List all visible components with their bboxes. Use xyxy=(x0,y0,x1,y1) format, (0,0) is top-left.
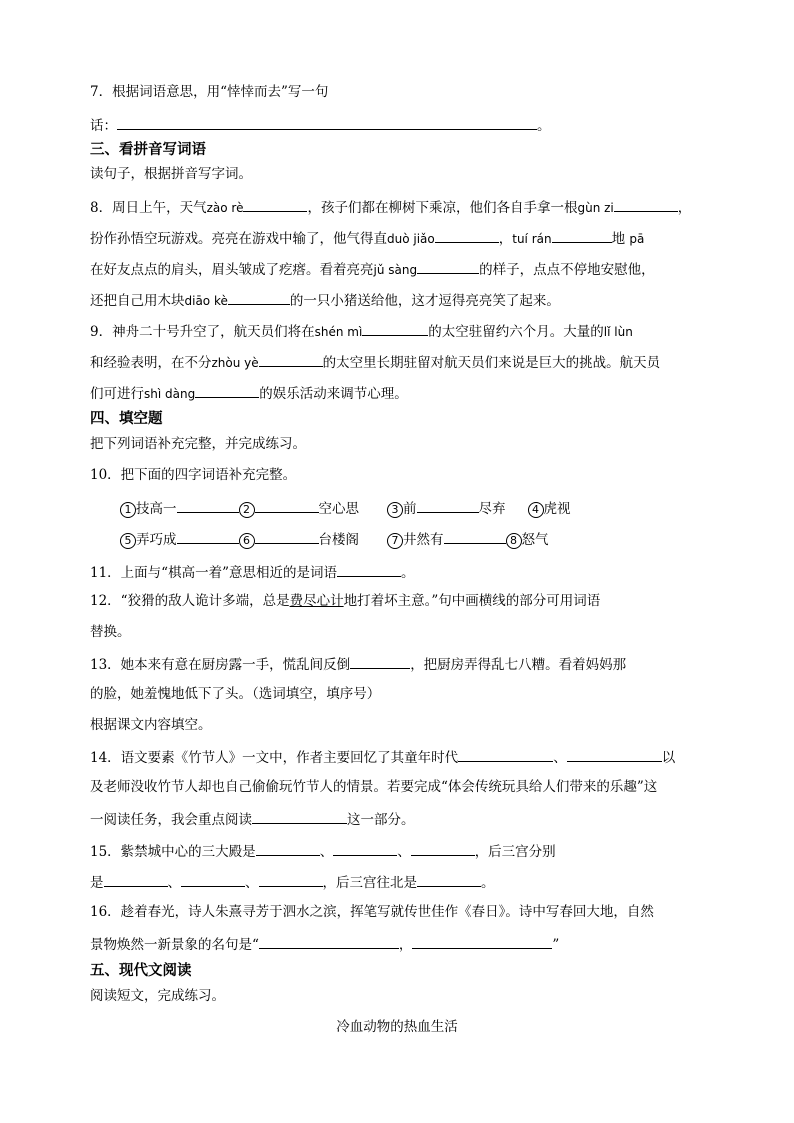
q10-num-8: 8 xyxy=(506,533,522,549)
q8-line2 xyxy=(90,227,644,249)
section3-instruction: 读句子，根据拼音写字词。 xyxy=(90,166,252,182)
q16-text: ” xyxy=(552,937,560,953)
q7-answer-line xyxy=(90,114,551,136)
section4-instruction: 把下列词语补充完整，并完成练习。 xyxy=(90,436,306,452)
q15-blank-1[interactable] xyxy=(256,840,320,856)
q7-prefix: 话： xyxy=(90,118,117,134)
q13-line2: 的脸，她羞愧地低下了头。（选词填空，填序号） xyxy=(90,686,381,702)
q8-text: 地 xyxy=(611,231,626,247)
q10-blank-7[interactable] xyxy=(444,528,506,544)
q7-line1: 7．根据词语意思，用“悻悻而去”写一句 xyxy=(90,84,329,100)
q10-blank-3[interactable] xyxy=(417,497,479,513)
q8-pinyin-diaoke: diāo kè xyxy=(184,294,228,308)
q11-blank[interactable] xyxy=(337,561,401,577)
section5-title: 五、现代文阅读 xyxy=(90,963,192,979)
q7-suffix: 。 xyxy=(537,118,551,134)
q16-blank-1[interactable] xyxy=(259,933,399,949)
q14-line1 xyxy=(90,746,675,768)
q15-sep: 、 xyxy=(245,875,259,891)
q12-text: 12．“狡猾的敌人诡计多端，总是 xyxy=(90,593,290,609)
q14-blank-2[interactable] xyxy=(567,746,662,762)
q9-text: 的太空里长期驻留对航天员们来说是巨大的挑战。航天员 xyxy=(322,355,661,371)
section4-title: 四、填空题 xyxy=(90,411,163,427)
q16-text: 景物焕然一新景象的名句是“ xyxy=(90,937,259,953)
q13-blank[interactable] xyxy=(350,653,410,669)
q15-line1 xyxy=(90,840,556,862)
q10-num-2: 2 xyxy=(239,502,255,518)
q9-text: 9．神舟二十号升空了，航天员们将在 xyxy=(90,324,315,340)
q8-line1 xyxy=(90,196,691,218)
q10-row2 xyxy=(120,528,549,550)
q10-blank-6[interactable] xyxy=(255,528,319,544)
q10-item-text: 弄巧成 xyxy=(136,532,177,548)
q15-text: 15．紫禁城中心的三大殿是 xyxy=(90,844,256,860)
q15-blank-6[interactable] xyxy=(259,871,323,887)
q9-pinyin-shenmi: shén mì xyxy=(314,325,363,339)
q8-blank-1[interactable] xyxy=(243,196,307,212)
q12-text: 地打着坏主意。”句中画横线的部分可用词语 xyxy=(343,593,601,609)
fill-instruction: 根据课文内容填空。 xyxy=(90,717,212,733)
q13-text: 13．她本来有意在厨房露一手，慌乱间反倒 xyxy=(90,657,351,673)
q9-blank-1[interactable] xyxy=(362,320,428,336)
q9-blank-3[interactable] xyxy=(195,382,259,398)
q10-title: 10．把下面的四字词语补充完整。 xyxy=(90,467,297,483)
q10-num-4: 4 xyxy=(528,502,544,518)
q9-text: 的娱乐活动来调节心理。 xyxy=(259,386,408,402)
q10-num-7: 7 xyxy=(387,533,403,549)
q10-item-text: 怒气 xyxy=(521,532,549,548)
q8-line4 xyxy=(90,289,560,311)
q13-line1 xyxy=(90,653,626,675)
q9-line2 xyxy=(90,351,660,373)
q15-blank-2[interactable] xyxy=(333,840,397,856)
q14-blank-1[interactable] xyxy=(458,746,553,762)
q10-num-5: 5 xyxy=(120,533,136,549)
q10-blank-1[interactable] xyxy=(177,497,239,513)
q9-line1 xyxy=(90,320,633,342)
q10-item-text: 空心思 xyxy=(318,501,359,517)
q9-text: 和经验表明，在不分 xyxy=(90,355,212,371)
q15-blank-4[interactable] xyxy=(104,871,168,887)
q14-text: 、 xyxy=(553,750,567,766)
q14-line3 xyxy=(90,808,415,830)
q11-suffix: 。 xyxy=(400,565,415,581)
q9-pinyin-shidang: shì dàng xyxy=(144,387,196,401)
q11-text: 11．上面与“棋高一着”意思相近的是词语 xyxy=(90,565,337,581)
q15-blank-7[interactable] xyxy=(417,871,481,887)
q15-text: ，后三宫分别 xyxy=(474,844,556,860)
section5-instruction: 阅读短文，完成练习。 xyxy=(90,988,225,1004)
q10-item-text: 台楼阁 xyxy=(318,532,359,548)
q8-blank-6[interactable] xyxy=(228,289,290,305)
q10-item-text: 井然有 xyxy=(403,532,444,548)
q10-num-3: 3 xyxy=(387,502,403,518)
q10-item-text: 前 xyxy=(403,501,417,517)
q8-blank-5[interactable] xyxy=(417,258,479,274)
q8-text: 还把自己用木块 xyxy=(90,293,185,309)
q10-blank-5[interactable] xyxy=(177,528,239,544)
q10-row1 xyxy=(120,497,571,519)
q8-text: 8．周日上午，天气 xyxy=(90,200,207,216)
q15-blank-5[interactable] xyxy=(181,871,245,887)
q8-pinyin-gunzi: gùn zi xyxy=(577,201,614,215)
q7-answer-blank[interactable] xyxy=(117,114,537,130)
q8-line3 xyxy=(90,258,655,280)
q14-blank-3[interactable] xyxy=(252,808,347,824)
q12-line2: 替换。 xyxy=(90,624,131,640)
q14-text: 一阅读任务，我会重点阅读 xyxy=(90,812,252,828)
q9-text: 的太空驻留约六个月。大量的 xyxy=(428,324,604,340)
q8-text: ， xyxy=(677,200,692,216)
q11-line xyxy=(90,561,414,583)
q14-text: 以 xyxy=(661,750,676,766)
q8-pinyin-jusang: jǔ sàng xyxy=(373,263,418,277)
q8-pinyin-tuiran: tuí rán xyxy=(512,232,552,246)
q10-item-text: 尽弃 xyxy=(478,501,506,517)
q8-blank-4[interactable] xyxy=(552,227,612,243)
q8-text: ， xyxy=(498,231,513,247)
passage-title: 冷血动物的热血生活 xyxy=(336,1019,458,1035)
q15-sep: 、 xyxy=(397,844,411,860)
q10-num-6: 6 xyxy=(239,533,255,549)
q12-line1 xyxy=(90,591,600,611)
q8-pinyin-duojiao: duò jiǎo xyxy=(387,232,435,246)
q12-underlined-phrase: 费尽心计 xyxy=(289,593,344,609)
q15-blank-3[interactable] xyxy=(411,840,475,856)
q16-line2 xyxy=(90,933,559,955)
q9-line3 xyxy=(90,382,408,404)
q9-text: 们可进行 xyxy=(90,386,144,402)
q15-text: ，后三宫往北是 xyxy=(322,875,417,891)
q8-text: 在好友点点的肩头，眉头皱成了疙瘩。看着亮亮 xyxy=(90,262,374,278)
q8-text: 的一只小猪送给他，这才逗得亮亮笑了起来。 xyxy=(289,293,560,309)
q15-text: 是 xyxy=(90,875,104,891)
q8-text: ，孩子们都在柳树下乘凉，他们各自手拿一根 xyxy=(307,200,578,216)
q10-num-1: 1 xyxy=(120,502,136,518)
q14-line2: 及老师没收竹节人却也自己偷偷玩竹节人的情景。若要完成“体会传统玩具给人们带来的乐趣”这 xyxy=(90,779,658,795)
q8-blank-3[interactable] xyxy=(435,227,499,243)
q15-sep: 、 xyxy=(167,875,181,891)
q16-text: ， xyxy=(398,937,413,953)
q15-line2 xyxy=(90,871,495,893)
q15-sep: 、 xyxy=(319,844,334,860)
q14-text: 这一部分。 xyxy=(347,812,415,828)
q8-pinyin-pa: pā xyxy=(629,232,645,246)
q8-text: 的样子，点点不停地安慰他， xyxy=(479,262,655,278)
section3-title: 三、看拼音写词语 xyxy=(90,142,206,158)
q10-item-text: 虎视 xyxy=(543,501,571,517)
q8-blank-2[interactable] xyxy=(614,196,678,212)
q8-pinyin-zaore: zào rè xyxy=(206,201,244,215)
q15-text: 。 xyxy=(481,875,495,891)
q14-text: 14．语文要素《竹节人》一文中，作者主要回忆了其童年时代 xyxy=(90,750,459,766)
q16-blank-2[interactable] xyxy=(412,933,552,949)
q10-blank-2[interactable] xyxy=(255,497,319,513)
q8-text: 扮作孙悟空玩游戏。亮亮在游戏中输了，他气得直 xyxy=(90,231,387,247)
q10-item-text: 技高一 xyxy=(136,501,177,517)
q13-text: ，把厨房弄得乱七八糟。看着妈妈那 xyxy=(410,657,627,673)
q16-line1: 16．趁着春光，诗人朱熹寻芳于泗水之滨，挥笔写就传世佳作《春日》。诗中写春回大地，自然 xyxy=(90,904,654,920)
q9-pinyin-zhouye: zhòu yè xyxy=(211,356,259,370)
q9-blank-2[interactable] xyxy=(259,351,323,367)
q9-pinyin-lilun: lǐ lùn xyxy=(603,325,633,339)
